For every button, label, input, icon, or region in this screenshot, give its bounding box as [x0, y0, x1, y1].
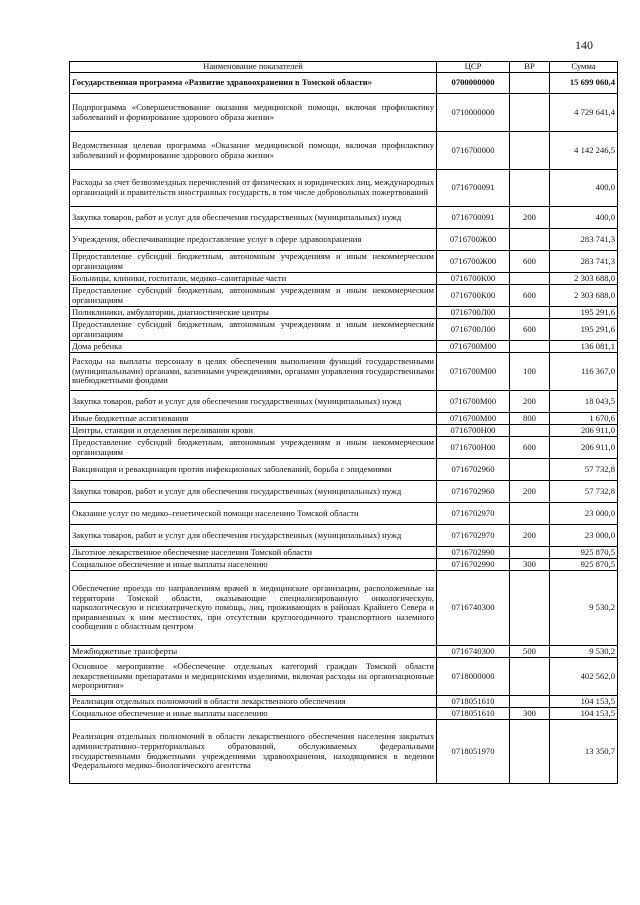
- row-name-cell: Реализация отдельных полномочий в области лекарственного обеспечения населения закрытых административно–территориальных образований, обслуживаемых федеральными государственными бюджетными учреждениями здравоохранения, находящимися в ведении Федерального медико–биологического агентства: [70, 720, 437, 784]
- row-vr-cell: [510, 696, 550, 708]
- table-row: [70, 170, 618, 207]
- row-csr-cell: 0716700Л00: [437, 319, 510, 341]
- row-sum-cell: 116 367,0: [550, 353, 618, 391]
- row-name-cell: Поликлиники, амбулатории, диагностические центры: [70, 307, 437, 319]
- table-row: [70, 307, 618, 319]
- row-csr-cell: 0716700К00: [437, 273, 510, 285]
- row-vr-cell: [510, 73, 550, 94]
- table-row: [70, 341, 618, 353]
- row-vr-cell: [510, 425, 550, 437]
- row-name-cell: Иные бюджетные ассигнования: [70, 413, 437, 425]
- row-sum-cell: 23 000,0: [550, 525, 618, 547]
- row-csr-cell: 0716700091: [437, 207, 510, 229]
- row-sum-cell: 15 699 060,4: [550, 73, 618, 94]
- row-sum-cell: 206 911,0: [550, 425, 618, 437]
- row-name-cell: Закупка товаров, работ и услуг для обеспечения государственных (муниципальных) нужд: [70, 525, 437, 547]
- row-csr-cell: 0716702960: [437, 459, 510, 481]
- row-csr-cell: 0716700К00: [437, 285, 510, 307]
- row-vr-cell: 500: [510, 646, 550, 658]
- row-csr-cell: 0716700091: [437, 170, 510, 207]
- row-csr-cell: 0716702990: [437, 547, 510, 559]
- row-sum-cell: 136 081,1: [550, 341, 618, 353]
- row-vr-cell: [510, 571, 550, 646]
- row-csr-cell: 0716700М00: [437, 353, 510, 391]
- row-sum-cell: 13 350,7: [550, 720, 618, 784]
- row-vr-cell: 800: [510, 413, 550, 425]
- table-row: [70, 459, 618, 481]
- row-vr-cell: [510, 658, 550, 696]
- table-row: [70, 285, 618, 307]
- row-vr-cell: 600: [510, 285, 550, 307]
- row-csr-cell: 0718051610: [437, 696, 510, 708]
- row-name-cell: Расходы за счет безвозмездных перечислений от физических и юридических лиц, международных организаций и правительств иностранных государств, в том числе добровольных пожертвований: [70, 170, 437, 207]
- table-row: [70, 73, 618, 94]
- table-row: [70, 391, 618, 413]
- row-vr-cell: 600: [510, 437, 550, 459]
- table-row: [70, 132, 618, 170]
- row-name-cell: Ведомственная целевая программа «Оказание медицинской помощи, включая профилактику заболеваний и формирование здорового образа жизни»: [70, 132, 437, 170]
- row-csr-cell: 0718051610: [437, 708, 510, 720]
- row-name-cell: Закупка товаров, работ и услуг для обеспечения государственных (муниципальных) нужд: [70, 481, 437, 503]
- table-row: [70, 319, 618, 341]
- row-sum-cell: 195 291,6: [550, 319, 618, 341]
- row-name-cell: Основное мероприятие «Обеспечение отдельных категорий граждан Томской области лекарственными препаратами и медицинскими изделиями, включая расходы на организационные мероприятия»: [70, 658, 437, 696]
- row-csr-cell: 0716700Л00: [437, 307, 510, 319]
- header-csr: ЦСР: [437, 62, 510, 73]
- row-name-cell: Предоставление субсидий бюджетным, автономным учреждениям и иным некоммерческим организациям: [70, 437, 437, 459]
- table-row: [70, 425, 618, 437]
- table-row: [70, 207, 618, 229]
- table-row: [70, 720, 618, 784]
- row-sum-cell: 18 043,5: [550, 391, 618, 413]
- row-name-cell: Закупка товаров, работ и услуг для обеспечения государственных (муниципальных) нужд: [70, 391, 437, 413]
- table-row: [70, 229, 618, 251]
- table-row: [70, 646, 618, 658]
- page-number: 140: [575, 38, 593, 52]
- row-csr-cell: 0716700Ж00: [437, 229, 510, 251]
- row-csr-cell: 0716700Ж00: [437, 251, 510, 273]
- row-vr-cell: [510, 229, 550, 251]
- row-csr-cell: 0716700Н00: [437, 437, 510, 459]
- table-row: [70, 525, 618, 547]
- row-name-cell: Вакцинация и ревакцинация против инфекционных заболеваний, борьба с эпидемиями: [70, 459, 437, 481]
- row-csr-cell: 0716740300: [437, 646, 510, 658]
- header-vr: ВР: [510, 62, 550, 73]
- table-row: [70, 503, 618, 525]
- table-header-row: [70, 62, 618, 73]
- row-csr-cell: 0718051970: [437, 720, 510, 784]
- row-name-cell: Предоставление субсидий бюджетным, автономным учреждениям и иным некоммерческим организациям: [70, 319, 437, 341]
- table-row: [70, 481, 618, 503]
- row-csr-cell: 0710000000: [437, 94, 510, 132]
- row-sum-cell: 104 153,5: [550, 708, 618, 720]
- row-name-cell: Предоставление субсидий бюджетным, автономным учреждениям и иным некоммерческим организациям: [70, 285, 437, 307]
- row-sum-cell: 925 870,5: [550, 547, 618, 559]
- row-sum-cell: 2 303 688,0: [550, 285, 618, 307]
- row-sum-cell: 206 911,0: [550, 437, 618, 459]
- row-vr-cell: 200: [510, 207, 550, 229]
- row-vr-cell: [510, 503, 550, 525]
- table-row: [70, 273, 618, 285]
- table-row: [70, 437, 618, 459]
- row-sum-cell: 400,0: [550, 207, 618, 229]
- row-name-cell: Обеспечение проезда по направлениям врачей в медицинские организации, расположенные на территории Томской области, оказывающие специализированную онкологическую, наркологическую и психиатрическую помощь, лиц, проживающих в районах Крайнего Севера и приравненных к ним местностях, при отсутствии круглогодичного транспортного наземного сообщения с областным центром: [70, 571, 437, 646]
- row-vr-cell: [510, 307, 550, 319]
- budget-table: [69, 61, 618, 784]
- table-row: [70, 658, 618, 696]
- row-name-cell: Центры, станции и отделения переливания крови: [70, 425, 437, 437]
- row-vr-cell: 300: [510, 708, 550, 720]
- row-sum-cell: 57 732,8: [550, 481, 618, 503]
- row-vr-cell: [510, 132, 550, 170]
- row-vr-cell: [510, 341, 550, 353]
- row-name-cell: Государственная программа «Развитие здравоохранения в Томской области»: [70, 73, 437, 94]
- row-sum-cell: 2 303 688,0: [550, 273, 618, 285]
- row-sum-cell: 283 741,3: [550, 251, 618, 273]
- row-vr-cell: 200: [510, 481, 550, 503]
- row-sum-cell: 402 562,0: [550, 658, 618, 696]
- row-csr-cell: 0718000000: [437, 658, 510, 696]
- row-name-cell: Социальное обеспечение и иные выплаты населению: [70, 559, 437, 571]
- row-sum-cell: 4 729 641,4: [550, 94, 618, 132]
- row-vr-cell: 100: [510, 353, 550, 391]
- table-row: [70, 696, 618, 708]
- row-name-cell: Больницы, клиники, госпитали, медико–санитарные части: [70, 273, 437, 285]
- row-vr-cell: [510, 459, 550, 481]
- row-csr-cell: 0716702990: [437, 559, 510, 571]
- row-csr-cell: 0716702960: [437, 481, 510, 503]
- row-csr-cell: 0716700М00: [437, 341, 510, 353]
- header-name: Наименование показателей: [70, 62, 437, 73]
- row-csr-cell: 0716702970: [437, 503, 510, 525]
- row-vr-cell: 300: [510, 559, 550, 571]
- table-row: [70, 571, 618, 646]
- row-sum-cell: 400,0: [550, 170, 618, 207]
- row-name-cell: Льготное лекарственное обеспечение населения Томской области: [70, 547, 437, 559]
- table-row: [70, 251, 618, 273]
- row-vr-cell: 600: [510, 251, 550, 273]
- row-name-cell: Оказание услуг по медико–генетической помощи населению Томской области: [70, 503, 437, 525]
- row-name-cell: Реализация отдельных полномочий в области лекарственного обеспечения: [70, 696, 437, 708]
- row-sum-cell: 57 732,8: [550, 459, 618, 481]
- row-name-cell: Социальное обеспечение и иные выплаты населению: [70, 708, 437, 720]
- table-row: [70, 559, 618, 571]
- row-sum-cell: 23 000,0: [550, 503, 618, 525]
- row-sum-cell: 195 291,6: [550, 307, 618, 319]
- table-row: [70, 94, 618, 132]
- row-vr-cell: 200: [510, 391, 550, 413]
- row-name-cell: Межбюджетные трансферты: [70, 646, 437, 658]
- row-vr-cell: [510, 94, 550, 132]
- row-vr-cell: [510, 547, 550, 559]
- row-name-cell: Дома ребенка: [70, 341, 437, 353]
- row-vr-cell: [510, 273, 550, 285]
- row-sum-cell: 9 530,2: [550, 646, 618, 658]
- table-row: [70, 708, 618, 720]
- table-row: [70, 547, 618, 559]
- header-sum: Сумма: [550, 62, 618, 73]
- row-name-cell: Подпрограмма «Совершенствование оказания медицинской помощи, включая профилактику заболеваний и формирование здорового образа жизни»: [70, 94, 437, 132]
- row-csr-cell: 0716740300: [437, 571, 510, 646]
- row-vr-cell: [510, 170, 550, 207]
- row-name-cell: Закупка товаров, работ и услуг для обеспечения государственных (муниципальных) нужд: [70, 207, 437, 229]
- row-sum-cell: 283 741,3: [550, 229, 618, 251]
- table-row: [70, 413, 618, 425]
- row-sum-cell: 104 153,5: [550, 696, 618, 708]
- row-csr-cell: 0700000000: [437, 73, 510, 94]
- row-name-cell: Предоставление субсидий бюджетным, автономным учреждениям и иным некоммерческим организациям: [70, 251, 437, 273]
- row-vr-cell: [510, 720, 550, 784]
- row-name-cell: Расходы на выплаты персоналу в целях обеспечения выполнения функций государственными (муниципальными) органами, казенными учреждениями, органами управления государственными внебюджетными фондами: [70, 353, 437, 391]
- row-vr-cell: 200: [510, 525, 550, 547]
- table-row: [70, 353, 618, 391]
- row-csr-cell: 0716700000: [437, 132, 510, 170]
- row-vr-cell: 600: [510, 319, 550, 341]
- row-sum-cell: 925 870,5: [550, 559, 618, 571]
- row-csr-cell: 0716700М00: [437, 391, 510, 413]
- row-csr-cell: 0716702970: [437, 525, 510, 547]
- row-csr-cell: 0716700М00: [437, 413, 510, 425]
- row-sum-cell: 9 530,2: [550, 571, 618, 646]
- row-sum-cell: 1 670,6: [550, 413, 618, 425]
- table-body: [70, 73, 618, 784]
- row-csr-cell: 0716700Н00: [437, 425, 510, 437]
- row-sum-cell: 4 142 246,5: [550, 132, 618, 170]
- row-name-cell: Учреждения, обеспечивающие предоставление услуг в сфере здравоохранения: [70, 229, 437, 251]
